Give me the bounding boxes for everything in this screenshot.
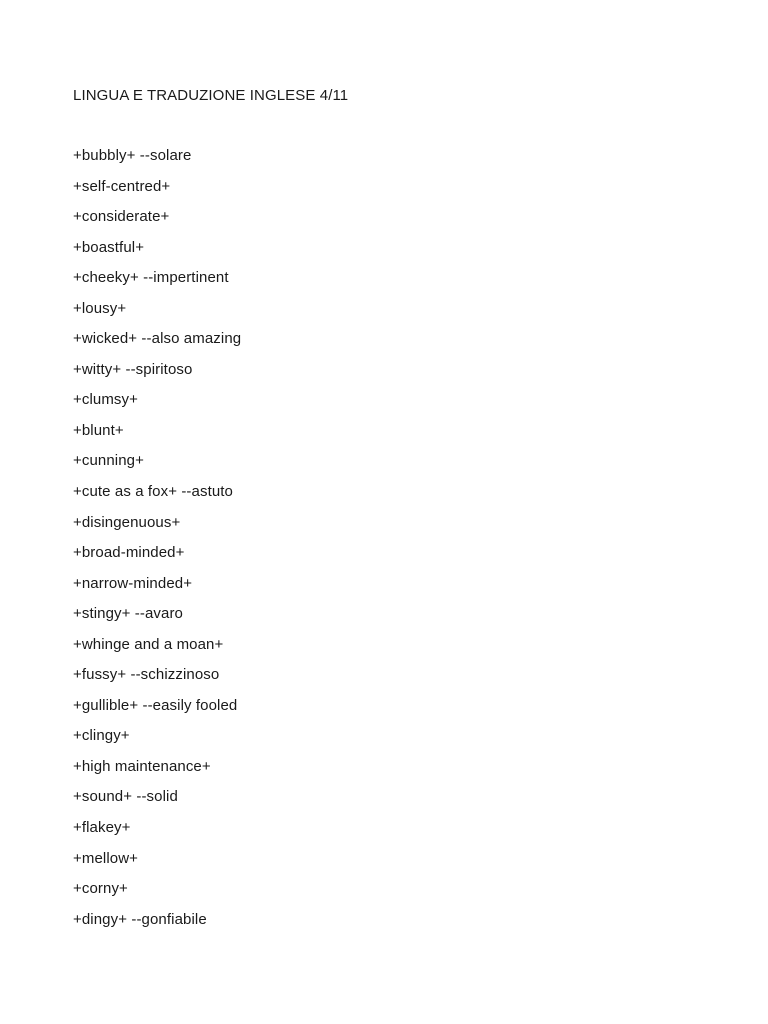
vocab-entry: +clingy+: [73, 727, 130, 745]
vocab-entry: +boastful+: [73, 238, 145, 256]
vocab-entry: +broad-minded+: [73, 544, 185, 562]
vocab-entry: +sound+ --solid: [73, 788, 178, 806]
vocab-entry: +clumsy+: [73, 391, 138, 409]
vocab-entry: +corny+: [73, 880, 128, 898]
vocab-entry: +gullible+ --easily fooled: [73, 696, 238, 714]
vocab-entry: +cunning+: [73, 452, 144, 470]
vocab-entry: +flakey+: [73, 819, 131, 837]
vocab-entry: +blunt+: [73, 421, 124, 439]
vocab-entry: +wicked+ --also amazing: [73, 330, 242, 348]
vocab-entry: +lousy+: [73, 299, 127, 317]
vocab-entry: +considerate+: [73, 208, 170, 226]
vocab-entry: +narrow-minded+: [73, 574, 193, 592]
vocab-entry: +cute as a fox+ --astuto: [73, 483, 233, 501]
vocab-entry: +dingy+ --gonfiabile: [73, 910, 207, 928]
vocab-entry: +fussy+ --schizzinoso: [73, 666, 220, 684]
vocabulary-list: [73, 146, 241, 940]
vocab-entry: +high maintenance+: [73, 757, 211, 775]
vocab-entry: +mellow+: [73, 849, 138, 867]
vocab-entry: +self-centred+: [73, 177, 171, 195]
vocab-entry: +whinge and a moan+: [73, 635, 224, 653]
vocab-entry: +cheeky+ --impertinent: [73, 269, 229, 287]
vocab-entry: +witty+ --spiritoso: [73, 360, 193, 378]
document-title: LINGUA E TRADUZIONE INGLESE 4/11: [73, 87, 349, 104]
vocab-entry: +bubbly+ --solare: [73, 147, 192, 164]
vocab-entry: +disingenuous+: [73, 513, 181, 531]
vocab-entry: +stingy+ --avaro: [73, 605, 183, 623]
